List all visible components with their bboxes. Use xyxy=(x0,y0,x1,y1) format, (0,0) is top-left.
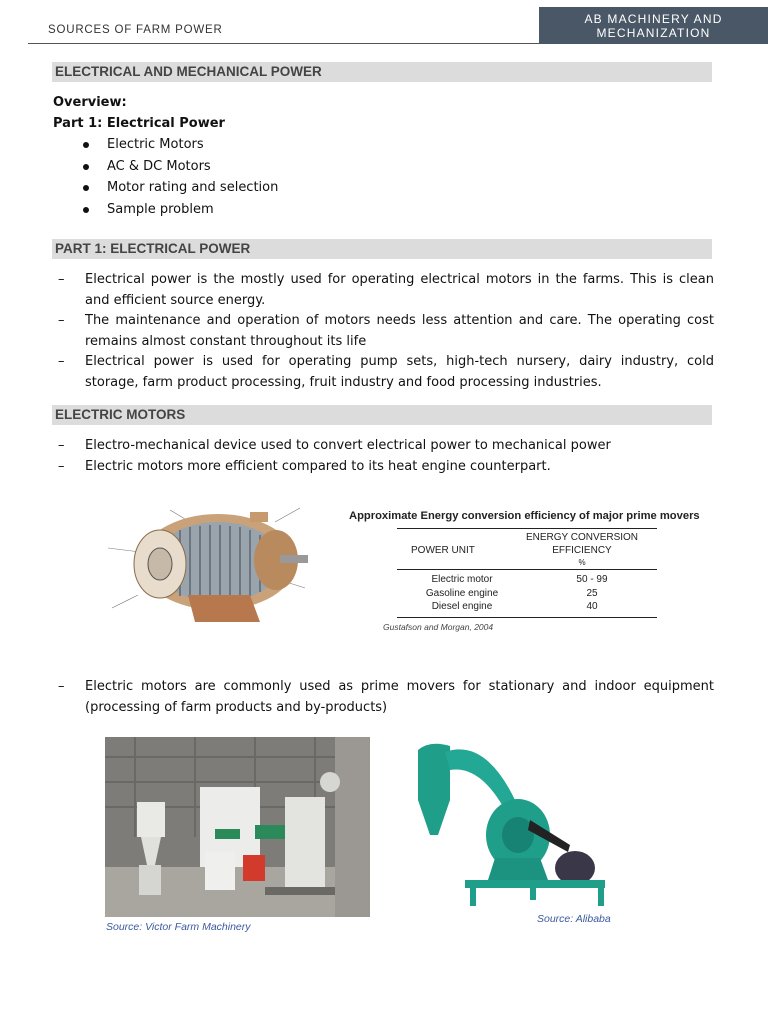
course-title-box xyxy=(539,7,768,44)
photo1-caption: Source: Victor Farm Machinery xyxy=(106,921,251,933)
list-item: – Electric motors more efficient compared to its heat engine counterpart. xyxy=(58,458,551,474)
table-header-power-unit: POWER UNIT xyxy=(411,545,475,556)
list-item: – Electro-mechanical device used to convert electrical power to mechanical power xyxy=(58,438,611,453)
overview-part: Part 1: Electrical Power xyxy=(53,116,225,131)
table-row: Electric motor 50 - 99 xyxy=(431,574,608,585)
overview-list xyxy=(78,134,278,220)
table-row: Diesel engine 40 xyxy=(431,601,598,612)
bullet-icon xyxy=(83,142,89,148)
section-heading-electrical-mechanical: ELECTRICAL AND MECHANICAL POWER xyxy=(52,62,712,82)
photo2-caption: Source: Alibaba xyxy=(537,913,611,925)
table-header-row xyxy=(397,529,657,569)
rice-mill-photo xyxy=(105,737,370,917)
overview-title: Overview: xyxy=(53,95,127,110)
list-item: – Electrical power is used for operating pump sets, high-tech nursery, dairy industry, cold storage, farm product processing, fruit industry and food processing industries. xyxy=(58,354,714,390)
running-header-section: SOURCES OF FARM POWER xyxy=(48,24,223,36)
list-item: – Electric motors are commonly used as prime movers for stationary and indoor equipment (processing of farm products and by-products) xyxy=(58,679,714,715)
course-title-line1: AB MACHINERY AND xyxy=(584,12,723,26)
section-heading-part1: PART 1: ELECTRICAL POWER xyxy=(52,239,712,259)
motor-points xyxy=(58,436,714,477)
table-source: Gustafson and Morgan, 2004 xyxy=(383,622,494,632)
table-rule xyxy=(397,617,657,618)
motor-points-2 xyxy=(58,677,714,718)
bullet-icon xyxy=(83,185,89,191)
header-rule xyxy=(28,43,540,44)
list-item: – Electrical power is the mostly used for operating electrical motors in the farms. This is clean and efficient source energy. xyxy=(58,272,714,308)
section-heading-electric-motors: ELECTRIC MOTORS xyxy=(52,405,712,425)
table-title: Approximate Energy conversion efficiency of major prime movers xyxy=(349,510,700,522)
motor-cutaway-illustration xyxy=(100,500,332,630)
efficiency-table xyxy=(397,528,657,618)
list-item: – The maintenance and operation of motors needs less attention and care. The operating cost remains almost constant throughout its life xyxy=(58,313,714,349)
bullet-icon xyxy=(83,207,89,213)
part1-points xyxy=(58,270,714,393)
hammer-mill-photo xyxy=(410,740,615,912)
list-item: Electric Motors xyxy=(78,134,278,156)
bullet-icon xyxy=(83,164,89,170)
course-title-line2: MECHANIZATION xyxy=(596,26,711,40)
table-header-efficiency: ENERGY CONVERSION EFFICIENCY % xyxy=(525,532,639,567)
list-item: Sample problem xyxy=(78,199,278,221)
list-item: AC & DC Motors xyxy=(78,156,278,178)
list-item: Motor rating and selection xyxy=(78,177,278,199)
table-row: Gasoline engine 25 xyxy=(425,587,598,599)
